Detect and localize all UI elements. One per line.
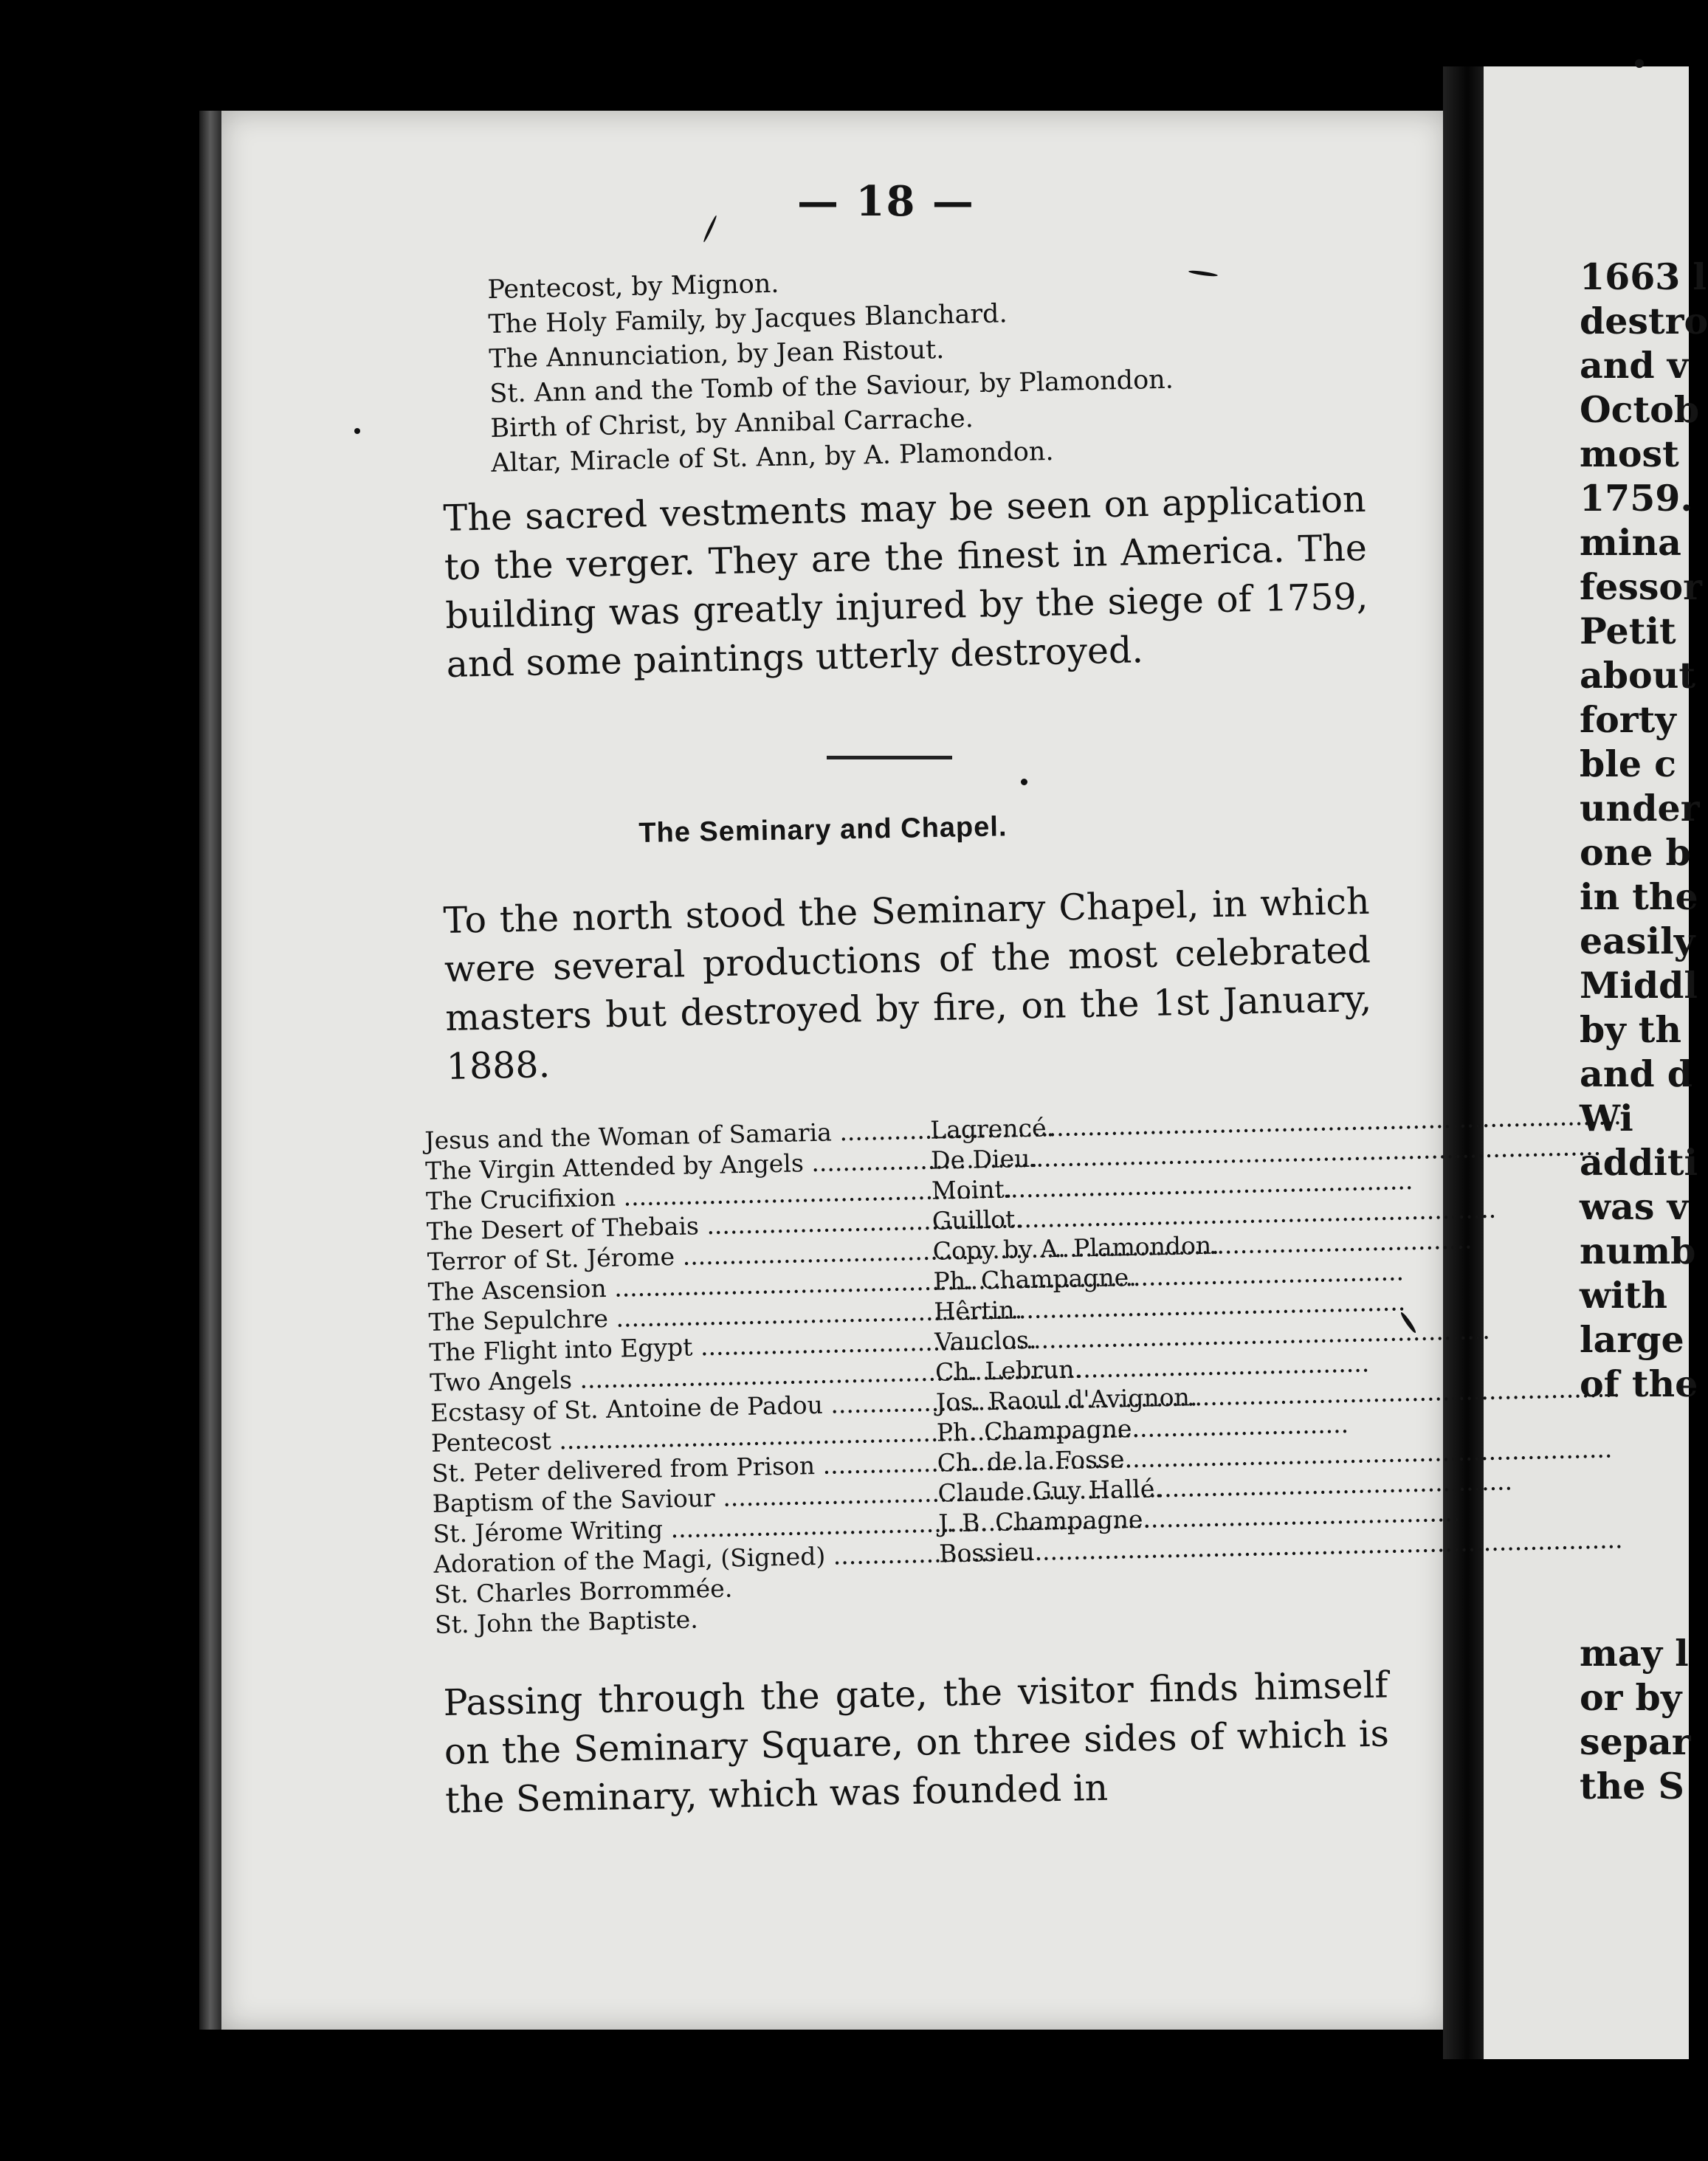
artwork-item: Pentecost, by Mignon. xyxy=(487,269,779,305)
painting-title: St. Peter delivered from Prison ..... xyxy=(431,1448,937,1489)
right-page-line: with xyxy=(1580,1274,1668,1317)
right-page-line: in the xyxy=(1580,875,1698,918)
vestments-paragraph: The sacred vestments may be seen on application to the verger. They are the finest in America. The building was greatly injured by the siege of 1759, and some paintings utterly destroyed. xyxy=(443,478,1368,686)
painting-title: Terror of St. Jérome ..... xyxy=(427,1236,933,1277)
painting-artist: Ph. Champagne. xyxy=(933,1262,1137,1296)
right-page-line: was v xyxy=(1580,1185,1689,1228)
painting-title: Ecstasy of St. Antoine de Padou ..... xyxy=(430,1388,937,1428)
right-page-line: the S xyxy=(1580,1765,1684,1807)
painting-artist: Ph. Champagne. xyxy=(936,1413,1140,1447)
painting-artist: Moint. xyxy=(931,1174,1013,1205)
right-page-line: 1759. xyxy=(1580,477,1693,520)
right-page-line: most xyxy=(1580,432,1679,475)
painting-title: St. John the Baptiste. xyxy=(434,1605,699,1639)
book-page-edge xyxy=(199,111,221,2030)
section-divider xyxy=(827,756,952,759)
right-page-line: Wi xyxy=(1580,1097,1633,1140)
painting-artist: Jos. Raoul d'Avignon. xyxy=(935,1382,1198,1417)
painting-artist: De Dieu. xyxy=(930,1143,1039,1175)
right-page-line: one b xyxy=(1580,831,1691,874)
painting-title: Two Angels ..... xyxy=(430,1357,936,1398)
artwork-item: The Annunciation, by Jean Ristout. xyxy=(489,335,945,374)
right-page-line: numb xyxy=(1580,1230,1696,1272)
right-page-line: destro xyxy=(1580,300,1708,342)
paintings-table xyxy=(424,1107,1320,1640)
artwork-item: The Holy Family, by Jacques Blanchard. xyxy=(488,299,1008,340)
seminary-square-paragraph: Passing through the gate, the visitor finds himself on the Seminary Square, on three sides of which is the Seminary, which was founded in xyxy=(443,1664,1390,1821)
right-page-line: about xyxy=(1580,654,1695,697)
seminary-chapel-paragraph: To the north stood the Seminary Chapel, in which were several productions of the most celebrated masters but destroyed by fire, on the 1st January, 1888. xyxy=(443,880,1372,1088)
book-gutter xyxy=(1443,66,1484,2059)
painting-artist: Claude Guy Hallé. xyxy=(937,1474,1163,1508)
painting-title: Adoration of the Magi, (Signed) ..... xyxy=(433,1539,940,1579)
right-page-text-top xyxy=(1580,255,1708,1406)
painting-title: The Ascension ..... xyxy=(427,1266,934,1307)
painting-artist: J. B. Champagne. xyxy=(938,1504,1151,1538)
painting-title: The Flight into Egypt ..... xyxy=(429,1327,935,1368)
painting-artist: Ch. de la Fosse. xyxy=(937,1444,1133,1478)
painting-artist: Lagrencé. xyxy=(929,1113,1055,1145)
painting-title: The Virgin Attended by Angels ..... xyxy=(425,1145,932,1186)
print-speck xyxy=(1635,59,1644,68)
print-speck xyxy=(1021,779,1027,785)
right-page-line: additi xyxy=(1580,1141,1698,1184)
right-page-text-bottom xyxy=(1580,1631,1691,1808)
right-page-line: Middl xyxy=(1580,964,1698,1007)
painting-title: The Crucifixion ..... xyxy=(426,1176,932,1216)
right-page-line: and v xyxy=(1580,344,1689,387)
painting-artist: Guillot. xyxy=(932,1204,1024,1235)
right-page-line: may l xyxy=(1580,1632,1689,1675)
right-page-line: 1663 l xyxy=(1580,255,1707,298)
right-page-line: and d xyxy=(1580,1052,1692,1095)
right-page-line: by th xyxy=(1580,1008,1682,1051)
page-number: — 18 — xyxy=(797,177,975,226)
painting-artist: Bossieu. xyxy=(938,1537,1043,1568)
painting-title: Pentecost ..... xyxy=(431,1418,937,1458)
artwork-item: Altar, Miracle of St. Ann, by A. Plamondon. xyxy=(490,436,1054,478)
right-page-line: of the xyxy=(1580,1362,1698,1405)
right-page-line: or by xyxy=(1580,1676,1682,1719)
right-page-line: forty xyxy=(1580,698,1676,741)
painting-artist: Hêrtin. xyxy=(934,1295,1023,1326)
painting-artist: Copy by A. Plamondon. xyxy=(932,1230,1220,1266)
artwork-item: Birth of Christ, by Annibal Carrache. xyxy=(490,404,974,444)
right-page-line: Petit xyxy=(1580,610,1676,652)
painting-title: St. Charles Borrommée. xyxy=(433,1574,733,1609)
painting-title: Jesus and the Woman of Samaria ..... xyxy=(424,1115,931,1156)
painting-title: The Sepulchre ..... xyxy=(428,1297,934,1337)
artwork-list xyxy=(487,255,1340,481)
artwork-item: St. Ann and the Tomb of the Saviour, by Plamondon. xyxy=(489,365,1174,409)
painting-title: Baptism of the Saviour ..... xyxy=(432,1478,938,1519)
right-page-line: easily xyxy=(1580,920,1695,962)
painting-artist: Ch. Lebrun. xyxy=(934,1354,1083,1387)
right-page-line: ble c xyxy=(1580,742,1676,785)
right-page-line: large xyxy=(1580,1318,1684,1361)
section-heading: The Seminary and Chapel. xyxy=(638,811,1008,849)
right-page-line: under xyxy=(1580,787,1700,830)
right-page-line: Octob xyxy=(1580,388,1700,431)
print-speck xyxy=(354,428,360,434)
right-page-line: mina xyxy=(1580,521,1681,564)
painting-title: The Desert of Thebais ..... xyxy=(427,1206,933,1247)
right-page-line: separ xyxy=(1580,1720,1691,1763)
painting-title: St. Jérome Writing ..... xyxy=(433,1509,939,1549)
right-page-line: fessor xyxy=(1580,565,1702,608)
painting-artist: Vauclos. xyxy=(934,1325,1037,1357)
